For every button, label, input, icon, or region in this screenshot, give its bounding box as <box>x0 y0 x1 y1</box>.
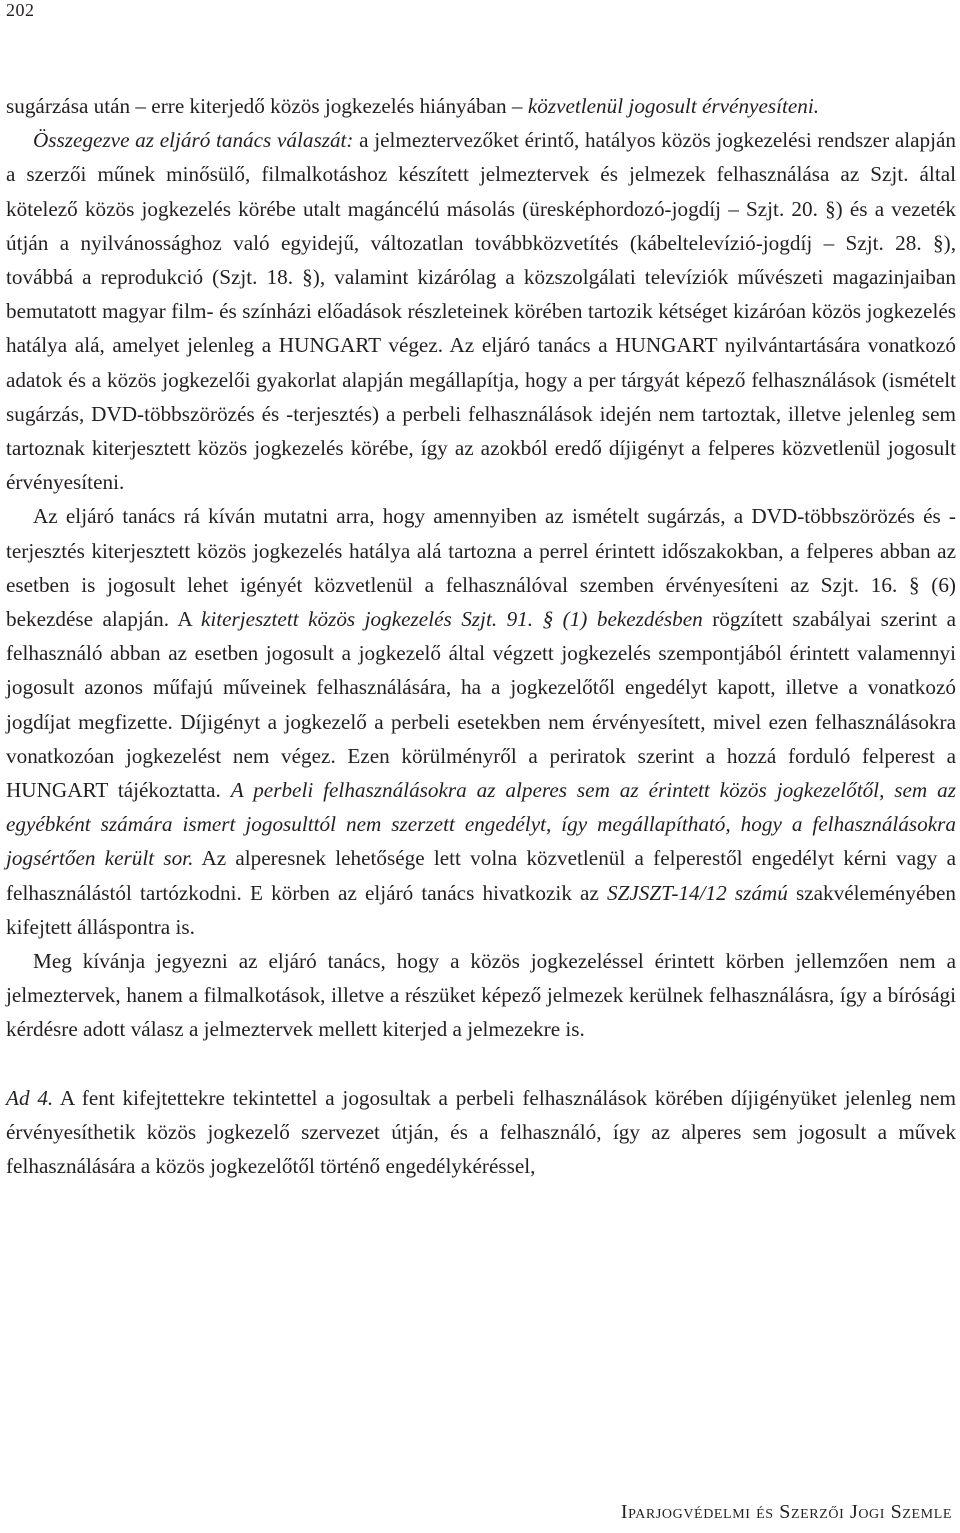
text-run: sugárzása után – erre kiterjedő közös jogkezelés hiányában – <box>6 94 528 118</box>
paragraph-3 <box>6 499 956 944</box>
text-run: Az alperesnek lehetősége lett volna közvetlenül a felperestől engedélyt kérni vagy a felhasználástól tartózkodni. E körben az eljáró tanács hivatkozik az <box>6 846 956 905</box>
running-footer: Iparjogvédelmi és Szerzői Jogi Szemle <box>620 1501 952 1523</box>
italic-run: SZJSZT-14/12 számú <box>607 880 788 905</box>
text-run: Az eljáró tanács rá kíván mutatni arra, hogy amennyiben az ismételt sugárzás, a DVD-többszörözés és -terjesztés kiterjesztett közös jogkezelés hatálya alá tartozna a perrel érintett időszakokban, a felperes abban az esetben is jogosult lehet igényét közvetlenül a felhasználóval szemben érvényesíteni az Szjt. 16. § (6) bekezdése alapján. A <box>6 504 956 632</box>
italic-run: kiterjesztett közös jogkezelés Szjt. 91. § (1) bekezdésben <box>200 607 703 632</box>
text-run: szakvéleményében kifejtett álláspontra is. <box>6 880 956 939</box>
page-number: 202 <box>6 0 35 20</box>
text-run: A fent kifejtettekre tekintettel a jogosultak a perbeli felhasználások körében díjigényüket jelenleg nem érvényesíthetik közös jogkezelő szervezet útján, és a felhasználó, így az alperes sem jogosult a művek felhasználására a közös jogkezelőtől történő engedélykéréssel, <box>6 1085 956 1179</box>
italic-run: A perbeli felhasználásokra az alperes sem az érintett közös jogkezelőtől, sem az egyébként számára ismert jogosulttól nem szerzett engedélyt, így megállapítható, hogy a felhasználásokra jogsértően került sor. <box>6 778 956 871</box>
text-run: a jelmeztervezőket érintő, hatályos közös jogkezelési rendszer alapján a szerzői műnek minősülő, filmalkotáshoz készített jelmeztervek és jelmezek felhasználása az Szjt. által kötelező közös jogkezelés körébe utalt magáncélú másolás (üresképhordozó-jogdíj – Szjt. 20. §) és a vezeték útján a nyilvánossághoz való egyidejű, változatlan továbbközvetítés (kábeltelevízió-jogdíj – Szjt. 28. §), továbbá a reprodukció (Szjt. 18. §), valamint kizárólag a közszolgálati televíziók művészeti magazinjaiban bemutatott magyar film- és színházi előadások részleteinek körében tartozik kétséget kizáróan közös jogkezelés hatálya alá, amelyet jelenleg a HUNGART végez. Az eljáró tanács a HUNGART nyilvántartására vonatkozó adatok és a közös jogkezelői gyakorlat alapján megállapítja, hogy a per tárgyát képező felhasználások (ismételt sugárzás, DVD-többszörözés és -terjesztés) a perbeli felhasználások idején nem tartoztak, illetve jelenleg sem tartoznak kiterjesztett közös jogkezelés körébe, így az azokból eredő díjigényt a felperes közvetlenül jogosult érvényesíteni. <box>6 128 956 495</box>
body-text <box>6 89 956 1183</box>
italic-run: Összegezve az eljáró tanács válaszát: <box>33 128 354 153</box>
paragraph-1 <box>6 89 956 123</box>
text-run: Meg kívánja jegyezni az eljáró tanács, hogy a közös jogkezeléssel érintett körben jellemzően nem a jelmeztervek, hanem a filmalkotások, illetve a részüket képező jelmezek kerülnek felhasználásra, így a bírósági kérdésre adott válasz a jelmeztervek mellett kiterjed a jelmezekre is. <box>6 949 956 1042</box>
paragraph-2 <box>6 123 956 499</box>
paragraph-5 <box>6 1081 956 1184</box>
italic-run: közvetlenül jogosult érvényesíteni. <box>527 94 820 118</box>
italic-run: Ad 4. <box>6 1085 54 1110</box>
paragraph-4 <box>6 944 956 1047</box>
text-run: rögzített szabályai szerint a felhasználó abban az esetben jogosult a jogkezelő által végzett jogkezelés szempontjából érintett valamennyi jogosult azonos műfajú műveinek felhasználására, ha a jogkezelőtől engedélyt kapott, illetve a vonatkozó jogdíjat megfizette. Díjigényt a jogkezelő a perbeli esetekben nem érvényesített, mivel ezen felhasználásokra vonatkozóan jogkezelést nem végez. Ezen körülményről a periratok szerint a hozzá forduló felperest a HUNGART tájékoztatta. <box>6 607 956 803</box>
